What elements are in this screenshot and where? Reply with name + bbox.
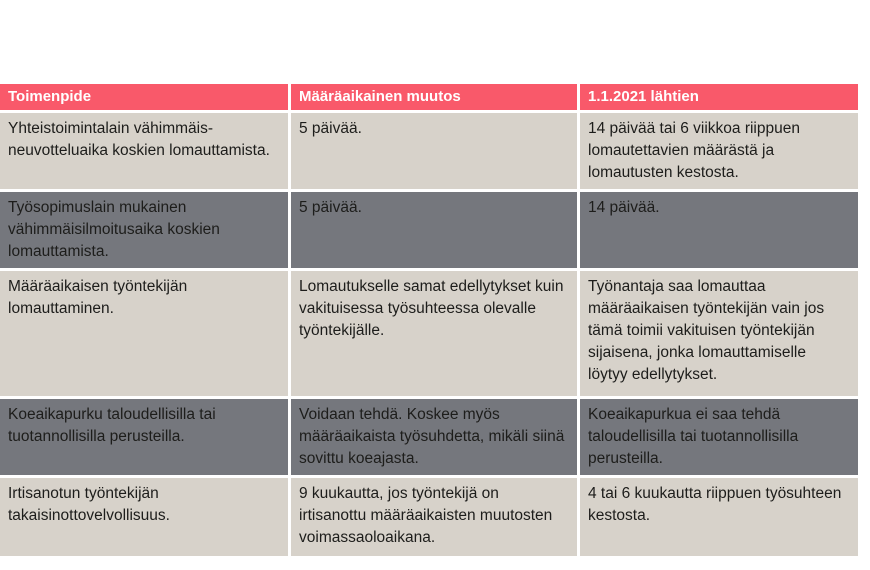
column-header-1-1-2021-lahtien: 1.1.2021 lähtien	[580, 84, 858, 110]
table-cell: Yhteistoimintalain vähimmäis-neuvotteluaika koskien lomauttamista.	[0, 113, 288, 189]
table-cell: 5 päivää.	[291, 113, 577, 189]
layoff-rules-table	[0, 84, 858, 556]
table-cell: Lomautukselle samat edellytykset kuin vakituisessa työsuhteessa olevalle työntekijälle.	[291, 271, 577, 396]
table-cell: Määräaikaisen työntekijän lomauttaminen.	[0, 271, 288, 396]
table-cell: Koeaikapurku taloudellisilla tai tuotannollisilla perusteilla.	[0, 399, 288, 475]
table-cell: 5 päivää.	[291, 192, 577, 268]
table-cell: Voidaan tehdä. Koskee myös määräaikaista työsuhdetta, mikäli siinä sovittu koeajasta.	[291, 399, 577, 475]
table-cell: Työsopimuslain mukainen vähimmäisilmoitusaika koskien lomauttamista.	[0, 192, 288, 268]
table-cell: 14 päivää.	[580, 192, 858, 268]
table-cell: Irtisanotun työntekijän takaisinottovelvollisuus.	[0, 478, 288, 556]
table-cell: 4 tai 6 kuukautta riippuen työsuhteen kestosta.	[580, 478, 858, 556]
table-cell: Työnantaja saa lomauttaa määräaikaisen työntekijän vain jos tämä toimii vakituisen työntekijän sijaisena, jonka lomauttamiselle löytyy edellytykset.	[580, 271, 858, 396]
column-header-toimenpide: Toimenpide	[0, 84, 288, 110]
table-cell: 14 päivää tai 6 viikkoa riippuen lomautettavien määrästä ja lomautusten kestosta.	[580, 113, 858, 189]
table-cell: Koeaikapurkua ei saa tehdä taloudellisilla tai tuotannollisilla perusteilla.	[580, 399, 858, 475]
table-cell: 9 kuukautta, jos työntekijä on irtisanottu määräaikaisten muutosten voimassaoloaikana.	[291, 478, 577, 556]
column-header-maaraaikainen-muutos: Määräaikainen muutos	[291, 84, 577, 110]
